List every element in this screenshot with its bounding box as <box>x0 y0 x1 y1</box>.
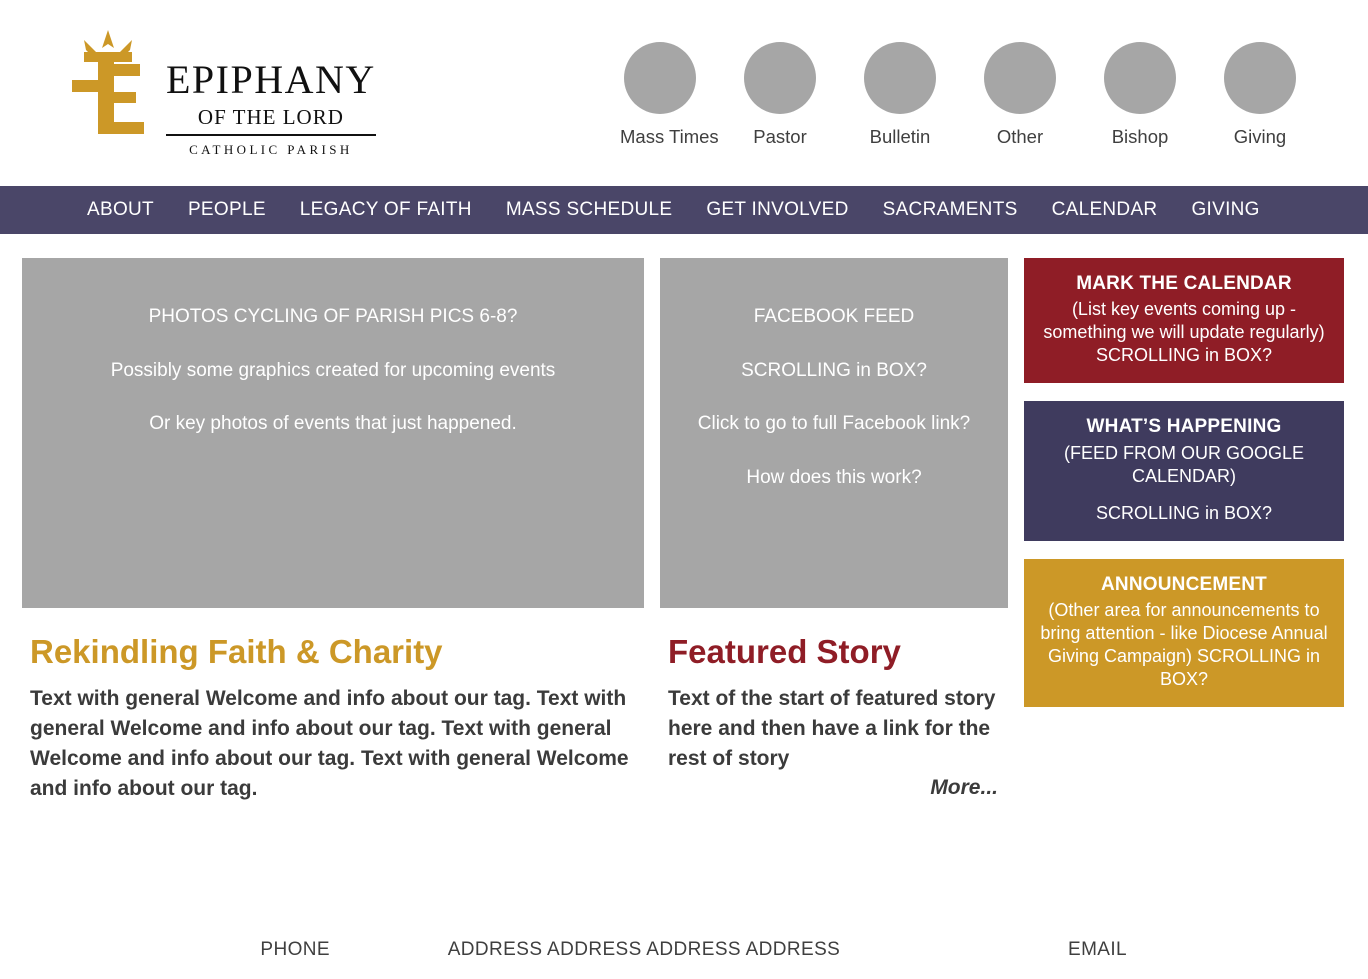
site-footer <box>0 939 1368 961</box>
quicklink-label: Bishop <box>1111 126 1169 147</box>
card-body: (List key events coming up - something we will update regularly) SCROLLING in BOX? <box>1043 299 1325 366</box>
card-body-secondary: SCROLLING in BOX? <box>1095 502 1273 523</box>
nav-item-mass-schedule[interactable]: MASS SCHEDULE <box>505 199 673 220</box>
site-logo[interactable] <box>62 30 376 158</box>
featured-story-more-link[interactable]: More... <box>930 775 998 799</box>
card-title: MARK THE CALENDAR <box>1076 273 1292 294</box>
hero-line-1: PHOTOS CYCLING OF PARISH PICS 6-8? <box>148 306 518 327</box>
card-title: WHAT’S HAPPENING <box>1086 416 1282 438</box>
hero-line-2: Possibly some graphics created for upcoming events <box>110 359 556 381</box>
logo-line-of-the-lord: OF THE LORD <box>166 105 376 136</box>
column-middle <box>660 258 1008 804</box>
footer-address: ADDRESS ADDRESS ADDRESS ADDRESS <box>447 939 841 960</box>
hero-photo-carousel-placeholder[interactable] <box>22 258 644 608</box>
site-header <box>0 0 1368 186</box>
left-article-title: Rekindling Faith & Charity <box>30 633 443 670</box>
quicklink-other[interactable] <box>980 42 1060 148</box>
nav-item-about[interactable]: ABOUT <box>87 199 154 220</box>
featured-story-title: Featured Story <box>668 633 901 670</box>
nav-item-legacy-of-faith[interactable]: LEGACY OF FAITH <box>299 199 472 220</box>
card-announcement[interactable] <box>1024 559 1344 707</box>
featured-story-body: Text of the start of featured story here and then have a link for the rest of story <box>668 687 996 770</box>
footer-phone[interactable]: PHONE <box>260 939 330 960</box>
facebook-line-3: Click to go to full Facebook link? <box>697 413 971 435</box>
logo-line-epiphany: EPIPHANY <box>166 57 376 102</box>
quicklink-bulletin[interactable] <box>860 42 940 148</box>
quicklink-label: Giving <box>1233 126 1287 147</box>
nav-item-sacraments[interactable]: SACRAMENTS <box>882 199 1018 220</box>
card-mark-the-calendar[interactable] <box>1024 258 1344 383</box>
footer-email[interactable]: EMAIL <box>1068 939 1128 960</box>
nav-item-giving[interactable]: GIVING <box>1191 199 1260 220</box>
quicklink-mass-times[interactable] <box>620 42 719 148</box>
card-body: (FEED FROM OUR GOOGLE CALENDAR) <box>1063 442 1304 486</box>
circle-icon <box>1224 42 1296 114</box>
circle-icon <box>984 42 1056 114</box>
hero-line-3: Or key photos of events that just happened. <box>149 413 517 435</box>
facebook-feed-placeholder[interactable] <box>660 258 1008 608</box>
quick-links <box>620 42 1300 148</box>
main-content <box>0 234 1368 804</box>
quicklink-label: Bulletin <box>869 126 931 147</box>
column-left <box>22 258 644 804</box>
quicklink-label: Pastor <box>753 126 807 147</box>
circle-icon <box>864 42 936 114</box>
column-right <box>1024 258 1344 804</box>
nav-item-people[interactable]: PEOPLE <box>187 199 266 220</box>
epiphany-crown-e-icon <box>62 30 154 138</box>
quicklink-label: Mass Times <box>620 126 719 147</box>
facebook-line-2: SCROLLING in BOX? <box>741 359 927 381</box>
quicklink-pastor[interactable] <box>740 42 820 148</box>
left-article-body: Text with general Welcome and info about our tag. Text with general Welcome and info about our tag. Text with general Welcome and info about our tag. Text with general Welcome and info about our tag. <box>30 687 629 800</box>
card-spacer <box>1038 488 1330 502</box>
quicklink-bishop[interactable] <box>1100 42 1180 148</box>
card-body: (Other area for announcements to bring attention - like Diocese Annual Giving Campaign) SCROLLING in BOX? <box>1040 600 1328 690</box>
nav-item-calendar[interactable]: CALENDAR <box>1051 199 1158 220</box>
nav-item-get-involved[interactable]: GET INVOLVED <box>706 199 849 220</box>
circle-icon <box>624 42 696 114</box>
circle-icon <box>744 42 816 114</box>
facebook-line-1: FACEBOOK FEED <box>753 306 915 327</box>
circle-icon <box>1104 42 1176 114</box>
facebook-line-4: How does this work? <box>746 466 922 488</box>
main-navigation <box>0 186 1368 234</box>
card-whats-happening[interactable] <box>1024 401 1344 540</box>
quicklink-giving[interactable] <box>1220 42 1300 148</box>
logo-line-catholic-parish: CATHOLIC PARISH <box>189 142 353 157</box>
card-title: ANNOUNCEMENT <box>1100 573 1267 595</box>
quicklink-label: Other <box>996 126 1044 147</box>
